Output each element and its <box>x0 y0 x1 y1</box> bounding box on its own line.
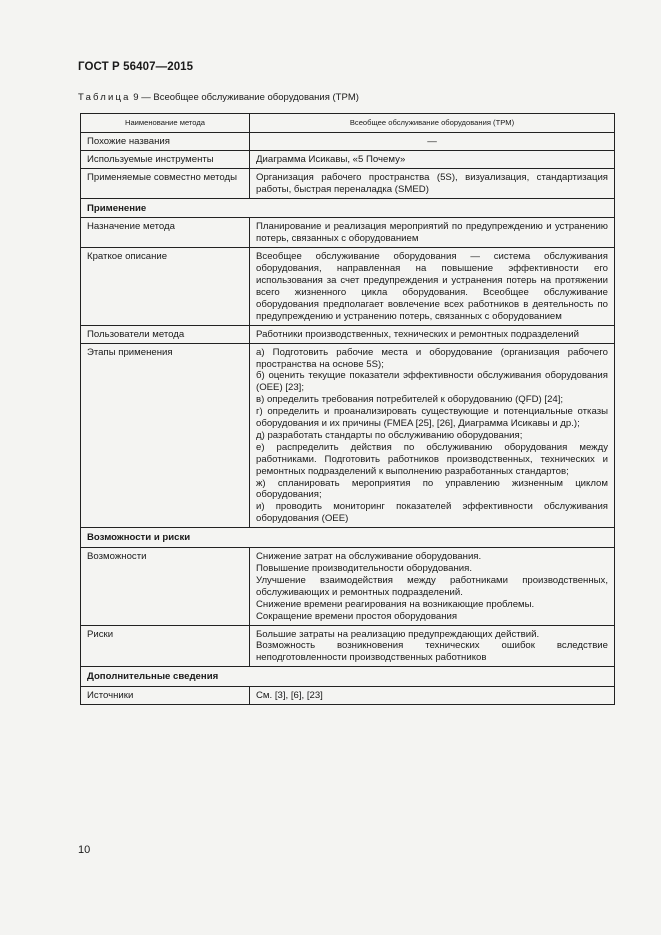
row-name: Краткое описание <box>81 248 250 325</box>
row-name: Возможности <box>81 548 250 625</box>
row-name: Назначение метода <box>81 218 250 248</box>
table-row <box>81 150 615 168</box>
section-row-extra <box>81 667 615 687</box>
row-value: Диаграмма Исикавы, «5 Почему» <box>250 150 615 168</box>
opportunity-item: Снижение времени реагирования на возникающие проблемы. <box>256 598 535 610</box>
table-row <box>81 132 615 150</box>
row-name: Применяемые совместно методы <box>81 168 250 198</box>
column-header-value: Всеобщее обслуживание оборудования (TPM) <box>250 114 615 133</box>
risk-item: Большие затраты на реализацию предупреждающих действий. <box>256 628 540 640</box>
stage-item: е) распределить действия по обслуживанию оборудования между работниками. Подготовить работников производственных, технических и ремонтных подразделений к выполнению разработанных стандартов; <box>256 441 608 477</box>
row-value: Организация рабочего пространства (5S), визуализация, стандартизация работы, быстрая переналадка (SMED) <box>250 168 615 198</box>
row-value: Работники производственных, технических и ремонтных подразделений <box>250 325 615 343</box>
stage-item: а) Подготовить рабочие места и оборудование (организация рабочего пространства на основе 5S); <box>256 346 608 370</box>
caption-title: — Всеобщее обслуживание оборудования (TPM) <box>141 92 359 103</box>
table-caption <box>78 92 359 103</box>
document-header: ГОСТ Р 56407—2015 <box>78 61 194 73</box>
opportunity-item: Улучшение взаимодействия между работниками производственных, обслуживающих и ремонтных подразделений. <box>256 574 608 598</box>
opportunity-item: Сокращение времени простоя оборудования <box>256 610 458 622</box>
table-row <box>81 168 615 198</box>
row-value: Всеобщее обслуживание оборудования — система обслуживания оборудования, направленная на повышение эффективности его использования за счет предупреждения и устранения потерь на протяжении всего жизненного цикла оборудования. Всеобщее обслуживание оборудования предполагает вовлечение всех работников в деятельность по предупреждению и устранению потерь, связанных с оборудованием <box>250 248 615 325</box>
row-value: — <box>250 132 615 150</box>
table-row <box>81 248 615 325</box>
stage-item: д) разработать стандарты по обслуживанию оборудования; <box>256 429 523 441</box>
table-row <box>81 218 615 248</box>
caption-label: Таблица <box>78 92 131 103</box>
section-title: Применение <box>81 198 615 218</box>
method-table <box>80 113 615 705</box>
row-name: Похожие названия <box>81 132 250 150</box>
row-value: См. [3], [6], [23] <box>250 687 615 705</box>
section-title: Возможности и риски <box>81 528 615 548</box>
row-name: Риски <box>81 625 250 667</box>
stage-item: г) определить и проанализировать существующие и потенциальные отказы оборудования и их причины (FMEA [25], [26], Диаграмма Исикавы и др.); <box>256 406 608 430</box>
stage-item: и) проводить мониторинг показателей эффективности обслуживания оборудования (OEE) <box>256 501 608 525</box>
table-row-stages <box>81 343 615 528</box>
table-row <box>81 325 615 343</box>
opportunity-item: Повышение производительности оборудования. <box>256 563 473 574</box>
section-row-risks <box>81 528 615 548</box>
page-number: 10 <box>78 844 91 856</box>
row-name: Используемые инструменты <box>81 150 250 168</box>
column-header-name: Наименование метода <box>81 114 250 133</box>
stages-list <box>250 343 615 528</box>
section-title: Дополнительные сведения <box>81 667 615 687</box>
row-name: Этапы применения <box>81 343 250 528</box>
risks-list <box>250 625 615 667</box>
stage-item: в) определить требования потребителей к оборудованию (QFD) [24]; <box>256 394 564 406</box>
row-value: Планирование и реализация мероприятий по предупреждению и устранению потерь, связанных с оборудованием <box>250 218 615 248</box>
section-row-application <box>81 198 615 218</box>
table-row-risks <box>81 625 615 667</box>
risk-item: Возможность возникновения технических ошибок вследствие неподготовленности производственных работников <box>256 640 608 664</box>
table-row-opportunities <box>81 548 615 625</box>
row-name: Источники <box>81 687 250 705</box>
row-name: Пользователи метода <box>81 325 250 343</box>
table-row-sources <box>81 687 615 705</box>
opportunities-list <box>250 548 615 625</box>
table-header-row <box>81 114 615 133</box>
caption-number: 9 <box>133 92 139 103</box>
opportunity-item: Снижение затрат на обслуживание оборудования. <box>256 551 482 563</box>
stage-item: ж) спланировать мероприятия по управлению жизненным циклом оборудования; <box>256 477 608 501</box>
stage-item: б) оценить текущие показатели эффективности обслуживания оборудования (OEE) [23]; <box>256 370 608 394</box>
